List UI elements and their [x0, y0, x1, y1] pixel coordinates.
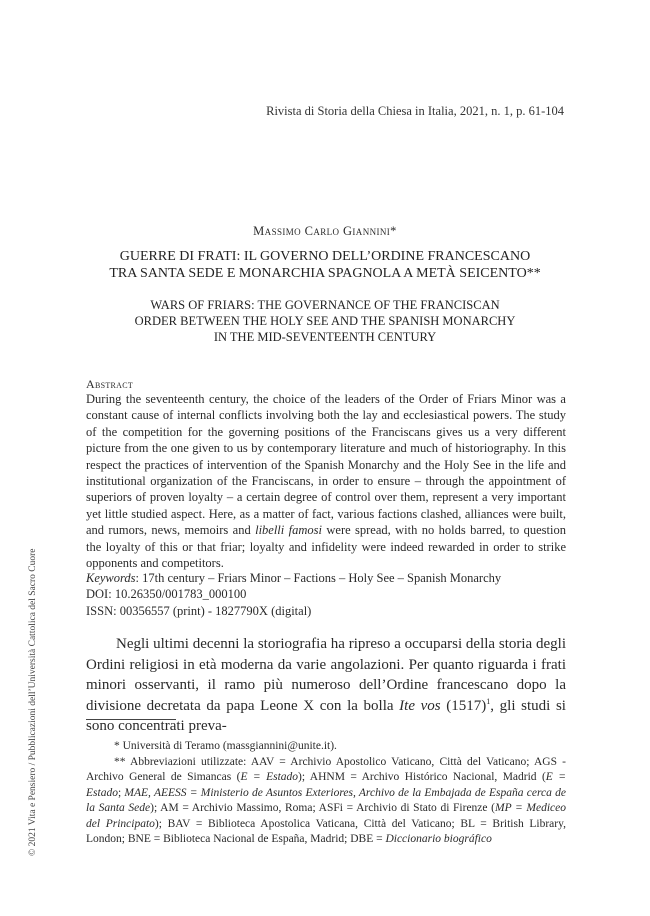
title-it-line-1: GUERRE DI FRATI: IL GOVERNO DELL’ORDINE FRANCESCANO [119, 249, 531, 264]
abstract-heading: Abstract [86, 377, 134, 391]
fn2-italic: E = Estado [240, 771, 299, 783]
body-italic-title: Ite vos [399, 697, 441, 714]
copyright-sidebar: © 2021 Vita e Pensiero / Pubblicazioni dell’Università Cattolica del Sacro Cuore [28, 548, 38, 856]
keywords-list: : 17th century – Friars Minor – Factions – Holy See – Spanish Monarchy [135, 571, 502, 585]
fn2-text: ); AM = Archivio Massimo, Roma; ASFi = Archivio di Stato di Firenze ( [150, 802, 495, 814]
footnote-marker: 1 [486, 696, 491, 706]
abstract-italic-term: libelli famosi [255, 523, 322, 538]
author-name: Massimo Carlo Giannini* [253, 224, 397, 238]
fn2-text: ); BAV = Biblioteca Apostolica Vaticana, Città del Vaticano; BL = British Library, London; BNE = Biblioteca Nacional de España, Madrid; DBE = [86, 817, 566, 845]
fn2-text: ); AHNM = Archivo Histórico Nacional, Madrid ( [298, 771, 546, 783]
body-text-end: , gli studi si sono concentrati preva- [86, 697, 566, 734]
fn2-text: ** Abbreviazioni utilizzate: AAV = Archivio Apostolico Vaticano, Città del Vaticano; AGS - Archivo General de Simancas ( [86, 755, 566, 783]
footnote-abbreviations [86, 755, 566, 848]
title-en-line-3: IN THE MID-SEVENTEENTH CENTURY [213, 330, 437, 344]
abstract-text-end: were spread, with no holds barred, to question the loyalty of this or that friar; loyalty and infidelity were indeed rewarded in order to strike opponents and competitors. [86, 523, 566, 571]
abstract-text: During the seventeenth century, the choice of the leaders of the Order of Friars Minor was a constant cause of internal conflicts involving both the lay and ecclesiastical powers. The study of the competition for the governing positions of the Franciscans gives us a very different picture from the one given to us by contemporary literature and much of historiography. In this respect the practices of intervention of the Spanish Monarchy and the Holy See in the life and institutional organization of the Franciscans, in order to ensure – through the appointment of superiors of proven loyalty – a certain degree of control over them, represent a very important yet little studied aspect. Here, as a matter of fact, various factions clashed, alliances were built, and rumors, news, memoirs and [86, 392, 566, 538]
fn2-italic: MP = Mediceo del Principato [86, 802, 566, 830]
footnote-affiliation: * Università di Teramo (massgiannini@unite.it). [114, 740, 337, 752]
abstract-body [86, 391, 566, 571]
journal-header: Rivista di Storia della Chiesa in Italia, 2021, n. 1, p. 61-104 [266, 104, 564, 118]
title-en-line-2: ORDER BETWEEN THE HOLY SEE AND THE SPANISH MONARCHY [134, 314, 516, 328]
body-text: Negli ultimi decenni la storiografia ha ripreso a occuparsi della storia degli Ordini religiosi in età moderna da varie angolazioni. Per quanto riguarda i frati minori osservanti, il ramo più numeroso dell’Ordine francescano dopo la divisione decretata da papa Leone X con la bolla [86, 636, 566, 714]
body-paragraph [86, 634, 566, 737]
doi-line: DOI: 10.26350/001783_000100 [86, 587, 247, 602]
fn2-text: ; [117, 786, 125, 799]
footnotes [86, 739, 566, 848]
article-title-italian [0, 248, 650, 282]
title-en-line-1: WARS OF FRIARS: THE GOVERNANCE OF THE FRANCISCAN [150, 298, 500, 312]
fn2-italic: Diccionario biográfico [385, 833, 492, 845]
fn2-italic: MAE, AEESS = Ministerio de Asuntos Exteriores, Archivo de la Embajada de España cerca de la Santa Sede [86, 786, 566, 814]
body-text-year: (1517) [440, 697, 487, 714]
article-metadata [86, 570, 566, 619]
article-title-english [0, 297, 650, 345]
keywords-line [86, 570, 566, 586]
issn-line: ISSN: 00356557 (print) - 1827790X (digital) [86, 603, 312, 618]
keywords-label: Keywords [86, 571, 136, 585]
fn2-italic: E = Estado [86, 771, 566, 799]
footnote-separator [86, 719, 176, 720]
title-it-line-2: TRA SANTA SEDE E MONARCHIA SPAGNOLA A METÀ SEICENTO** [109, 266, 541, 281]
